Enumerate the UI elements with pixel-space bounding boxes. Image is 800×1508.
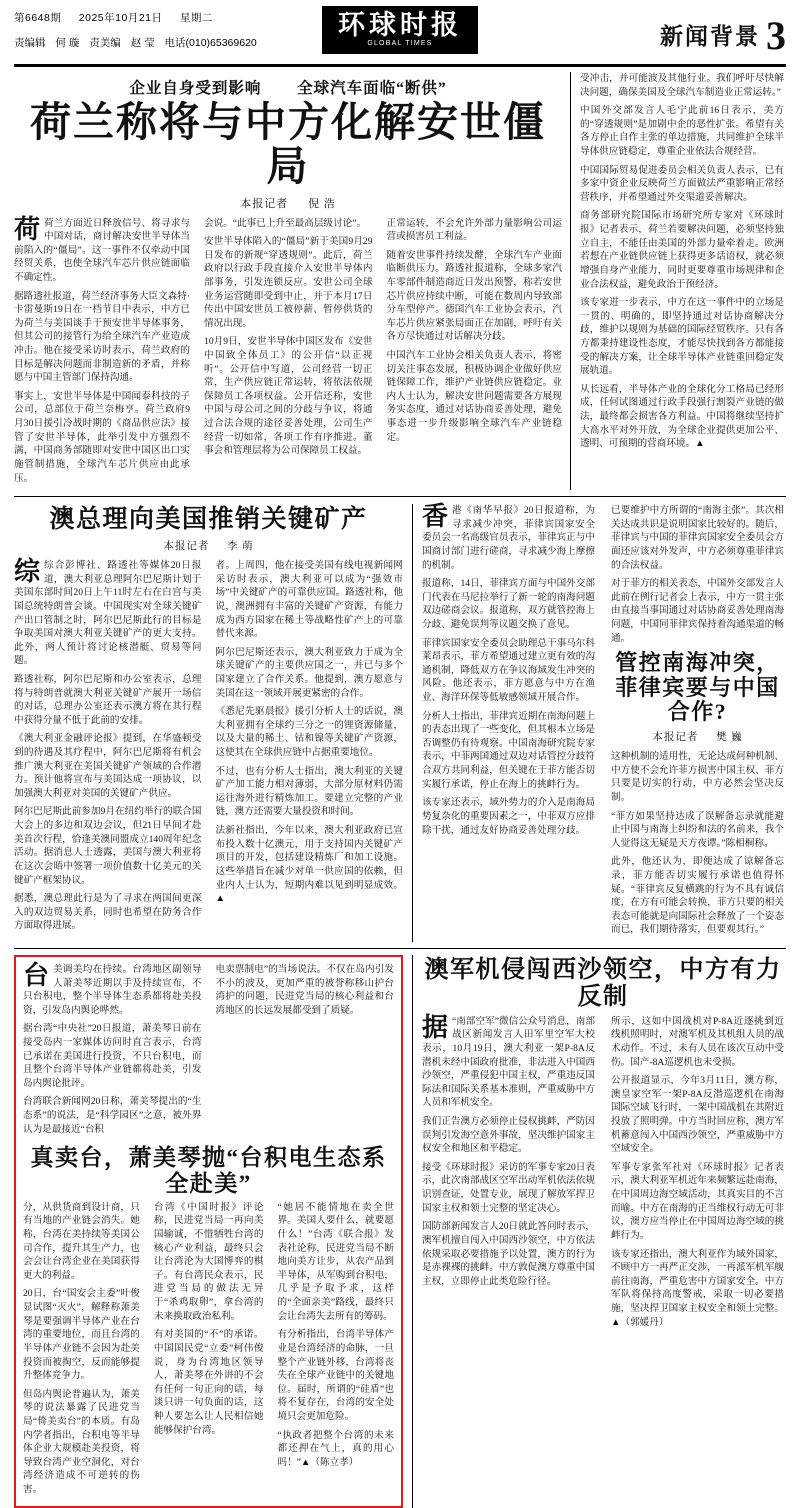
issue-number: 第6648期: [14, 12, 62, 24]
scs-column-2: [603, 504, 784, 942]
byline-label: 本报记者: [163, 541, 210, 553]
paragraph: 者。上周四，他在接受美国有线电视新闻网采访时表示，澳大利亚可以成为“强效市场”中关键矿产的可靠供应国。路透社称，他说，澳洲拥有丰富的关键矿产资源，有能力成为西方国家在稀土等战略性矿产上的可靠替代来源。: [215, 560, 403, 640]
paragraph: 电卖票制电”的当场说法。不仅在岛内引发不小的波及，更加严重的被誉称移山护台湾护的问题，民进党当局的核心利益和台湾地区的长远发展都受到了质疑。: [215, 964, 394, 1016]
paragraph: 有对美国的“不”的承诺。中国国民党“立委”柯伟俊说，身为台湾地区领导人，萧美琴在外讲的不会有任何一句正向的话，每谈只讲一句负面的话，这种人要怎么让人民相信她能够保护台湾。: [153, 1329, 264, 1436]
paragraph: 台湾联合新闻网20日称，萧美琴提出的“生态系”的说法，是“科学园区”之意，被外界认为是最接近“台积: [23, 1096, 202, 1135]
lead-kicker-left: 企业自身受到影响: [129, 80, 262, 97]
lead-headline: 荷兰称将与中方化解安世僵局: [30, 99, 546, 190]
paragraph: 阿尔巴尼斯此前参加9月在纽约举行的联合国大会上的多边和双边会议，但21日早间才赴美首次行程，恰逢美澳同盟成立140周年纪念活动。据消息人士透露，美国与澳大利亚将在这次会晤中签署一项价值数十亿美元的关键矿产框架协议。: [14, 806, 202, 886]
paragraph: 国防部新闻发言人20日就此答问时表示，澳军机擅自闯入中国西沙领空，中方依法依规采取必要措施予以处置，澳方的行为是赤裸裸的挑衅。中方敦促澳方尊重中国主权，立即停止此类危险行径。: [422, 1221, 595, 1287]
story-taiwan-title: 真卖台，萧美琴抛“台积电生态系全赴美”: [30, 1145, 387, 1197]
paragraph: 已要维护中方所谓的“南海主张”。其次相关达成共识是说明国家比较好的。随后，菲律宾与中国的菲律宾国家安全委员会方面还应该对外发声，中方必须尊重菲律宾的合法权益。: [611, 505, 784, 571]
paragraph: 对于菲方的相关表态，中国外交部发言人此前在例行记者会上表示，中方一贯主张由直接当事国通过对话协商妥善处理南海问题，中国同菲律宾保持着沟通渠道的畅通。: [611, 578, 784, 644]
paragraph: 阿尔巴尼斯还表示，澳大利亚致力于成为全球关键矿产的主要供应国之一，并已与多个国家建立了合作关系。他提到，澳方愿意与美国在这一领域开展更紧密的合作。: [215, 646, 403, 699]
aus-column-2: [603, 1015, 784, 1334]
paragraph: 有分析指出，台湾半导体产业是台湾经济的命脉，一旦整个产业链外移，台湾将丧失在全球产业链中的关键地位。届时，所谓的“硅盾”也将不复存在，台湾的安全处境只会更加危险。: [277, 1329, 394, 1422]
designer-label: 责美编: [89, 37, 121, 49]
paragraph: 《悉尼先驱晨报》援引分析人士的话说，澳大利亚拥有全球约三分之一的锂资源储量，以及大量的稀土、钴和镍等关键矿产资源，这使其在全球供应链中占据重要地位。: [215, 706, 403, 759]
lead-sidebar-column: [570, 72, 784, 490]
byline-label: 本报记者: [240, 197, 289, 210]
paragraph: 公开报道显示，今年3月11日，澳方称，澳皇家空军一架P-8A反潜巡逻机在南海国际空域飞行时，一架中国战机在其附近投放了照明弹。中方当时回应称，澳方军机蓄意闯入中国西沙领空，严重威胁中方空域安全。: [611, 1075, 784, 1155]
paragraph: 据悉，澳总理此行是为了寻求在两国间更深入的双边贸易关系，同时也希望在防务合作方面取得进展。: [14, 893, 202, 932]
story-aus-plane: [412, 955, 784, 1508]
paragraph: 受冲击，并可能波及其他行业。我们呼吁尽快解决问题，确保美国及全球汽车制造业正常运转。”: [580, 73, 784, 98]
paragraph: 该专家还表示，域外势力的介入是南海局势复杂化的重要因素之一，中菲双方应排除干扰，通过友好协商妥善处理分歧。: [422, 797, 595, 836]
paragraph: 荷荷兰方面近日释放信号、将寻求与中国对话，商讨解决安世半导体当前陷入的“僵局”。这一事件不仅牵动中国经贸关系，也使全球汽车芯片供应链面临不确定性。: [14, 214, 191, 283]
lead-column-1: [14, 214, 197, 491]
masthead: [14, 6, 786, 67]
paragraph: 路透社称，阿尔巴尼斯和办公室表示，总理将与特朗普就澳大利亚关键矿产展开一场信的对话，总理办公室还表示澳方将在其行程中获得分量不低于此前的安排。: [14, 673, 202, 726]
story-south-china-sea: [412, 504, 784, 942]
lead-column-2: [197, 217, 379, 491]
paragraph: 随着安世事件持续发酵，全球汽车产业面临断供压力。路透社报道称，全球多家汽车零部件制造商近日发出预警，称若安世芯片供应持续中断，可能在数周内导致部分车型停产。德国汽车工业协会表示，汽车芯片供应紧张局面正在加剧，呼吁有关各方尽快通过对话解决分歧。: [386, 249, 562, 343]
taiwan-column-5: [270, 1201, 394, 1502]
masthead-info: [14, 10, 314, 50]
paragraph: 据台湾“中央社”20日报道，萧美琴日前在接受岛内一家媒体访问时直言表示，台湾已承诺在美国进行投资，不只台积电，而且整个台湾半导体产业链都将赴美，引发岛内舆论批评。: [23, 1023, 202, 1089]
story-taiwan-wrap: [14, 955, 412, 1508]
paragraph: “菲方如果坚持达成了误解备忘录就能避止中国与南海上纠纷和法的名前来，我个人觉得这无疑是天方夜谭。”陈相桐称。: [611, 810, 784, 849]
drop-cap: 综: [14, 557, 41, 587]
paragraph: 据路透社报道，荷兰经济事务大臣文森特·卡雷曼斯19日在一档节目中表示，中方已为荷兰与美国谈手干预安世半导体事务，但其公司的接管行为给全球汽车产业造成冲击。他在接受采访时表示，荷兰政府的目标是解决问题而非制造新的矛盾，并称愿与中国主管部门保持沟通。: [14, 290, 191, 384]
taiwan-column-3: [23, 1201, 147, 1502]
paragraph: 但岛内舆论普遍认为，萧美琴的说法暴露了民进党当局“倚美卖台”的本质。有岛内学者指出，台积电等半导体企业大规模赴美投资，将导致台湾产业空洞化，对台湾经济造成不可逆转的伤害。: [23, 1388, 140, 1495]
issue-date: 2025年10月21日: [78, 12, 163, 24]
paragraph: 会说。“此事已上升至最高层级讨论”。: [204, 217, 367, 229]
aus-column-1: [422, 1012, 603, 1334]
paragraph: 该专家还指出，澳大利亚作为域外国家，不顾中方一再严正交涉，一再派军机军舰前往南海，严重危害中方国家安全。中方军队将保持高度警戒，采取一切必要措施，坚决捍卫国家主权安全和领土完整。▲（郭媛丹）: [611, 1248, 784, 1328]
paragraph: 不过，也有分析人士指出，澳大利亚的关键矿产加工能力相对薄弱，大部分原材料仍需运往海外进行精炼加工。要建立完整的产业链，澳方还需要大量投资和时间。: [215, 765, 403, 818]
paragraph: 据 “南部空军”微信公众号消息，南部战区新闻发言人田军里空军大校表示，10月19日，澳大利亚一架P-8A反潜机未经中国政府批准，非法进入中国西沙领空，严重侵犯中国主权，严重违反国际法和国际关系基本准则，严重威胁中方人员和军机安全。: [422, 1012, 595, 1109]
paragraph: 10月9日，安世半导体中国区发布《安世中国致全体员工》的公开信“以正视听”。公开信中写道，公司经营一切正常，生产供应链正常运转，将依法依规保障员工各项权益。公开信还称，安世中国与母公司之间的分歧与争议，将通过合法合规的途径妥善处理，公司生产经营一切如常，各项工作有序推进。董事会和管理层将为公司保障员工权益。: [204, 336, 373, 457]
drop-cap: 荷: [14, 214, 41, 244]
bottom-band: [14, 948, 786, 1508]
lead-kicker: [14, 76, 562, 98]
paragraph: “她居不能情地在卖全世界。美国人要什么，就要愿什么！”台湾《联合报》发表社论称，民进党当局不断地向美方让步，从农产品到半导体，从军购到台积电，几乎是予取予求，这样的“全面亲美”路线，最终只会让台湾失去所有的筹码。: [277, 1201, 394, 1322]
paragraph: 中国国际贸易促进委员会相关负责人表示，已有多家中资企业反映荷兰方面做法严重影响正常经营秩序，并希望通过外交渠道妥善解决。: [580, 164, 784, 203]
taiwan-column-2: [209, 963, 395, 1141]
paragraph: 我们正告澳方必须停止侵权挑衅，严防因误判引发海空意外事故，坚决维护国家主权安全和地区和平稳定。: [422, 1116, 595, 1155]
paragraph: 分析人士指出，菲律宾近期在南海问题上的表态出现了一些变化，但其根本立场是否调整仍有待观察。中国南海研究院专家表示，中菲两国通过双边对话管控分歧符合双方共同利益，但关键在于菲方能否切实履行承诺，停止在海上的挑衅行为。: [422, 710, 595, 790]
section-marker: [660, 12, 786, 58]
paragraph: 事实上，安世半导体是中国闻泰科技的子公司，总部位于荷兰奈梅亨。荷兰政府9月30日援引冷战时期的《商品供应法》接管了安世半导体，此举引发中方强烈不满，中国商务部随即对安世中国区出口实施管制措施，全球汽车芯片供应由此承压。: [14, 390, 191, 484]
story-minerals: [14, 504, 412, 942]
byline-label: 本报记者: [652, 732, 699, 744]
story-minerals-title: 澳总理向美国推销关键矿产: [49, 506, 368, 534]
logo-english: GLOBAL TIMES: [367, 40, 433, 48]
paragraph: 《澳大利亚金融评论报》提到，在华盛顿受到的待遇及其疗程中，阿尔巴尼斯将有机会推广澳大利亚在美国关键矿产领域的合作潜力。预计他将宣布与美国达成一项协议，以加强澳大利亚对美国的关键矿产供应。: [14, 733, 202, 799]
paragraph: “执政者把整个台湾的未来都还押在气上，真的用心吗！”▲（陈立孝）: [277, 1429, 394, 1468]
drop-cap: 台: [23, 961, 50, 990]
byline-name: 倪 浩: [308, 197, 336, 210]
story-aus-plane-title: 澳军机侵闯西沙领空，中方有力反制: [424, 957, 782, 1010]
minerals-column-1: [14, 559, 209, 938]
paragraph: 法新社指出，今年以来，澳大利亚政府已宣布投入数十亿澳元，用于支持国内关键矿产项目的开发，包括建设精炼厂和加工设施。这些举措旨在减少对单一供应国的依赖，但业内人士认为，短期内难以见到明显成效。▲: [215, 825, 403, 905]
paragraph: 所示，这如中国战机对P-8A近逐挑到近线机照明时，对澳军机及其机组人员的战术动作。不过，未有人员在该次互动中受伤。国产-8A巡逻机也未受损。: [611, 1015, 784, 1068]
lead-byline: [14, 195, 562, 211]
taiwan-column-1: [23, 963, 209, 1141]
minerals-column-2: [209, 559, 404, 938]
contact-phone: 电话(010)65369620: [164, 37, 257, 49]
issue-weekday: 星期二: [179, 12, 213, 24]
drop-cap: 据: [422, 1012, 449, 1042]
taiwan-column-4: [147, 1201, 271, 1502]
paragraph: 正常运转，不会允许外部力量影响公司运营或损害员工利益。: [386, 217, 562, 243]
paragraph: 报道称，14日，菲律宾方面与中国外交部门代表在马尼拉举行了新一轮的南海问题双边磋商会议。报道称，双方就管控海上分歧、避免误判等议题交换了意见。: [422, 578, 595, 630]
story-taiwan: [14, 955, 403, 1508]
section-name: 新闻背景: [660, 24, 760, 49]
paragraph: 中国外交部发言人毛宁此前16日表示，美方的“穿透规则”是加剧中企的恶性扩张。希望有关各方停止自作主张的单边措施，共同维护全球半导体供应链稳定，尊重企业依法合规经营。: [580, 105, 784, 158]
newspaper-logo: [322, 6, 478, 54]
scs-byline: [611, 729, 784, 744]
paragraph: 综综合彭博社、路透社等媒体20日报道，澳大利亚总理阿尔巴尼斯计划于美国东部时间20日上午11时左右在白宫与美国总统特朗普会谈。中国现实对全球关键矿产出口管制之时，阿尔巴尼斯此行的目标是争取美国对澳大利亚关键矿产的更大支持。此外，两人预计将讨论核潜艇、贸易等问题。: [14, 557, 202, 667]
paragraph: 香港《南华早报》20日报道称，为寻求减少冲突，菲律宾国家安全委员会一名高级官员表示，菲律宾正与中国商讨部门进行磋商，寻求减少海上摩擦的机制。: [422, 502, 595, 571]
story-minerals-byline: [14, 538, 403, 553]
lead-column-3: [380, 217, 562, 491]
middle-band: [14, 496, 786, 942]
logo-text: 环球时报: [338, 10, 462, 40]
paragraph: 这种机制的适用性，无论达成何种机制、中方使不会允许菲方损害中国主权、菲方只要是切实的行动，中方必然会坚决反制。: [611, 751, 784, 803]
drop-cap: 香: [422, 502, 449, 532]
paragraph: 商务部研究院国际市场研究所专家对《环球时报》记者表示，荷兰若要解决问题，必须坚持独立自主，不能任由美国的外部力量牵着走。欧洲若想在产业链供应链上获得更多话语权，就必须增强自身产业能力，同时更要尊重市场规律和企业合法权益，避免政治干预经济。: [580, 210, 784, 290]
scs-column-1: [422, 504, 603, 942]
scs-title: 管控南海冲突，菲律宾要与中国合作?: [615, 650, 780, 725]
paragraph: 接受《环球时报》采访的军事专家20日表示，此次南部战区空军出动军机依法依规识别查证，处置专业，展现了解放军捍卫国家主权和领土完整的坚定决心。: [422, 1161, 595, 1214]
paragraph: 该专家进一步表示，中方在这一事件中的立场是一贯的、明确的，即坚持通过对话协商解决分歧，维护以规则为基础的国际经贸秩序。只有各方都秉持建设性态度，才能尽快找到各方都能接受的解决方案，让全球半导体产业链重回稳定发展轨道。: [580, 297, 784, 377]
paragraph: 从长远看，半导体产业的全球化分工格局已经形成，任何试图通过行政手段强行割裂产业链的做法，最终都会损害各方利益。中国将继续坚持扩大高水平对外开放，为全球企业提供更加公平、透明、可预期的营商环境。▲: [580, 383, 784, 450]
page-number: 3: [766, 12, 786, 58]
paragraph: 20日，台“国安会主委”叶俊显试图“灭火”，解释称萧美琴是要强调半导体产业在台湾的重要地位，而且台湾的半导体产业链不会因为赴美投资而被掏空，反而能够提升整体竞争力。: [23, 1288, 140, 1382]
paragraph: 台美调美均在持续。台湾地区副领导人萧美琴近期以手及持续宣布，不只台积电，整个半导体生态系都将赴美投资，引发岛内舆论哗然。: [23, 961, 202, 1016]
editor-name: 何 璇: [55, 37, 80, 49]
paragraph: 菲律宾国家安全委员会助理总干事马尔科莱昂表示，菲方希望通过建立更有效的沟通机制，降低双方在争议海域发生冲突的风险。他还表示，菲方愿意与中方在渔业、海洋环保等低敏感领域开展合作。: [422, 637, 595, 704]
paragraph: 安世半导体陷入的“僵局”新于美国9月29日发布的新规“穿透规则”。此后，荷兰政府以行政手段直接介入安世半导体内部事务，引发连锁反应。安世公司全球业务运营随即受到中止，并于本月17日传出中国安世员工被停薪、暂停供货的情况出现。: [204, 236, 373, 329]
paragraph: 此外，他还认为，即便达成了谅解备忘录，菲方能否切实履行承诺也值得怀疑。“菲律宾反复横跳的行为不具有诚信度，在方有可能会转换，菲方只要的相关表态可能就是向国际社会释放了一个姿态而已，我们期待落实，但要观其行。”: [611, 856, 784, 936]
paragraph: 中国汽车工业协会相关负责人表示，将密切关注事态发展，积极协调企业做好供应链保障工作，维护产业链供应链稳定。业内人士认为，解决安世问题需要各方展现务实态度，通过对话协商妥善处理，避免事态进一步升级影响全球汽车产业链稳定。: [386, 350, 562, 443]
lead-story: [14, 72, 786, 490]
lead-kicker-right: 全球汽车面临“断供”: [297, 80, 447, 97]
byline-name: 李 萌: [227, 541, 254, 553]
designer-name: 赵 莹: [130, 37, 155, 49]
byline-name: 樊 巍: [716, 732, 743, 744]
paragraph: 军事专家张军社对《环球时报》记者表示，澳大利亚军机近年来频繁远赴南海，在中国周边海空域活动，其真实目的不言而喻。中方在南海的正当维权行动无可非议，澳方应当停止在中国周边海空域的挑衅行为。: [611, 1161, 784, 1241]
editor-label: 责编辑: [14, 37, 46, 49]
paragraph: 台湾《中国时报》评论称，民进党当局一再向美国输诚，不惜牺牲台湾的核心产业利益，最终只会让台湾沦为大国博弈的棋子。有台湾民众表示，民进党当局的做法无异于“杀鸡取卵”，拿台湾的未来换取政治私利。: [153, 1201, 264, 1322]
paragraph: 分，从供货商到设计商，只有当地的产业链会消失。她称，台湾在美持续等美国公司合作，提升其生产力，也会会让台湾企业在美国获得更大的利益。: [23, 1201, 140, 1281]
